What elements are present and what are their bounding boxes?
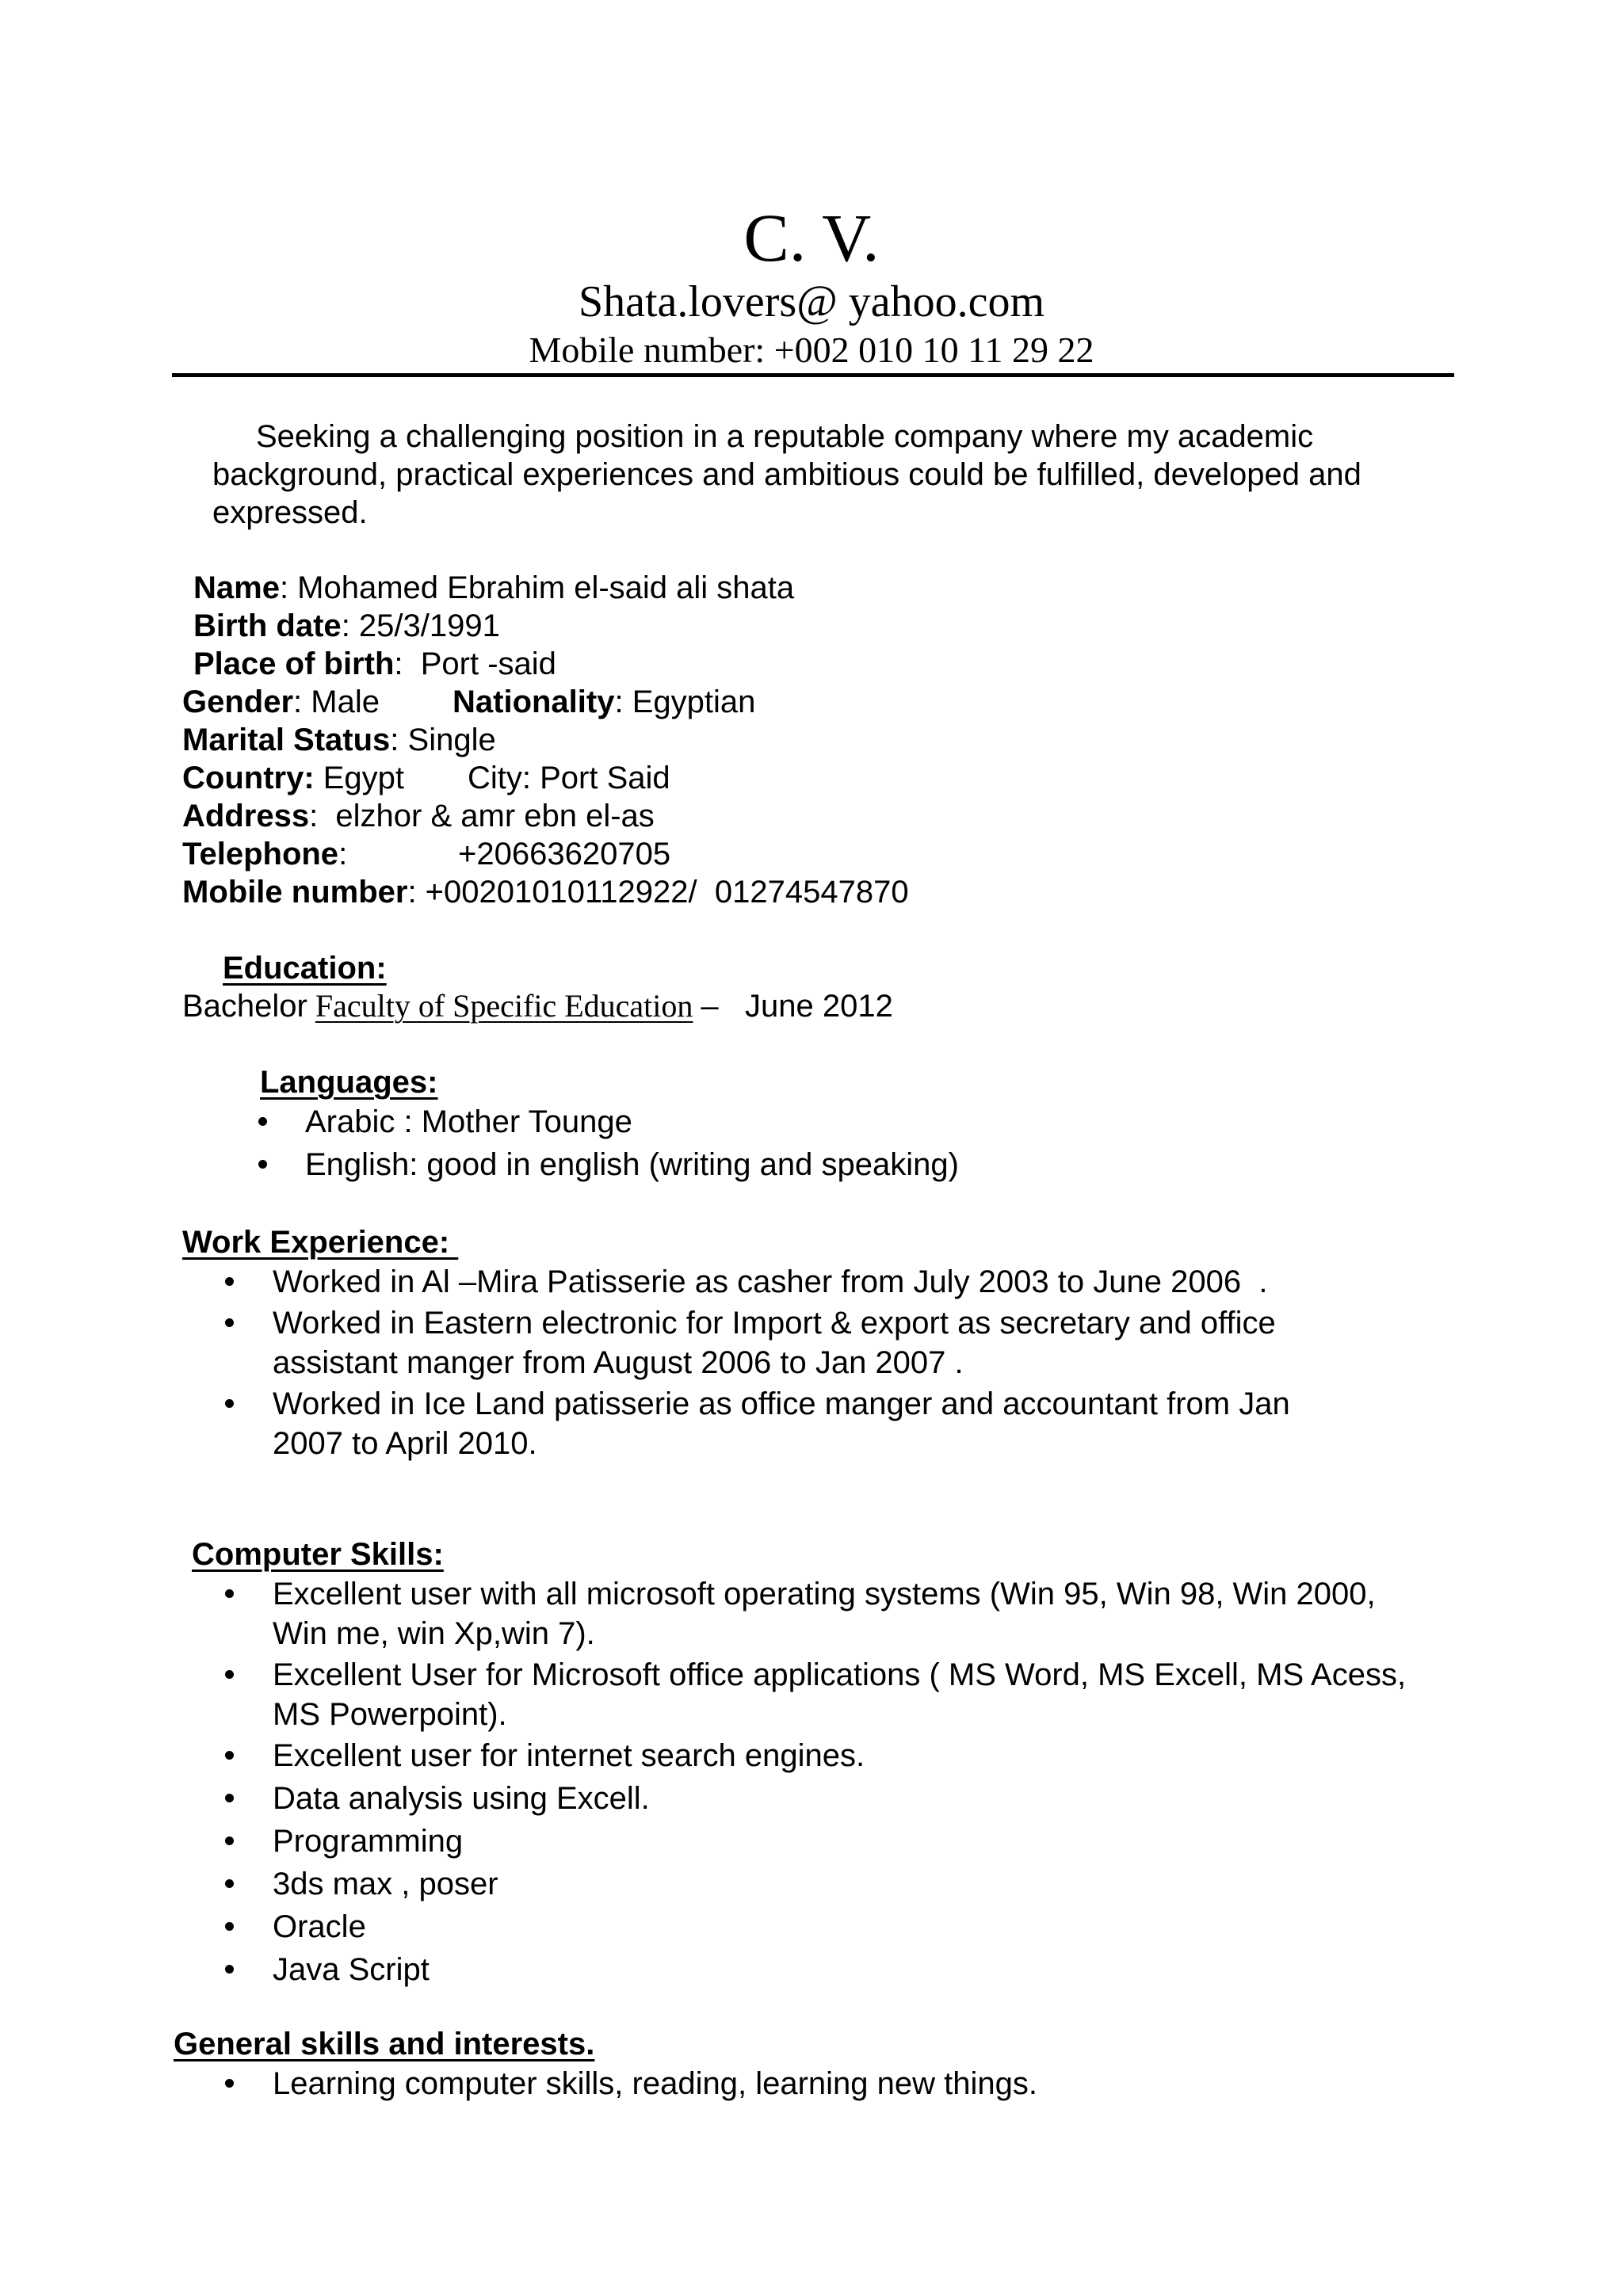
mobile-label: Mobile number xyxy=(182,875,408,910)
place-of-birth-value: : Port -said xyxy=(394,646,556,681)
general-heading: General skills and interests. xyxy=(174,2027,595,2061)
personal-city: City: Port Said xyxy=(468,761,670,795)
computer-heading: Computer Skills: xyxy=(192,1537,444,1572)
bullet-icon xyxy=(258,1117,267,1126)
bullet-icon xyxy=(225,1879,234,1888)
languages-heading: Languages: xyxy=(260,1065,438,1100)
bullet-icon xyxy=(225,1399,234,1408)
bullet-icon xyxy=(225,1965,234,1974)
personal-mobile xyxy=(182,873,909,911)
bullet-icon xyxy=(258,1160,267,1169)
header-email: Shata.lovers@ yahoo.com xyxy=(578,277,1045,326)
bullet-icon xyxy=(225,1277,234,1286)
gender-value: : Male xyxy=(293,685,380,719)
bullet-icon xyxy=(225,1751,234,1760)
bullet-icon xyxy=(225,1794,234,1802)
birth-date-value: : 25/3/1991 xyxy=(341,608,500,643)
bullet-icon xyxy=(225,1670,234,1679)
bullet-icon xyxy=(225,1922,234,1931)
work-item-continued: assistant manger from August 2006 to Jan 2007 . xyxy=(273,1345,964,1380)
place-of-birth-label: Place of birth xyxy=(193,646,395,681)
header-mobile: Mobile number: +002 010 10 11 29 22 xyxy=(529,330,1094,370)
work-item-continued: 2007 to April 2010. xyxy=(273,1426,537,1461)
bullet-icon xyxy=(225,1318,234,1327)
work-item: Worked in Al –Mira Patisserie as casher from July 2003 to June 2006 . xyxy=(273,1264,1268,1299)
gender-label: Gender xyxy=(182,685,294,719)
objective-line-1: Seeking a challenging position in a reputable company where my academic xyxy=(256,419,1314,454)
personal-birth-date xyxy=(193,607,500,645)
general-item: Learning computer skills, reading, learning new things. xyxy=(273,2066,1037,2101)
personal-country xyxy=(182,759,404,797)
education-degree: Bachelor xyxy=(182,989,307,1024)
nationality-label: Nationality xyxy=(453,685,615,719)
computer-item: Data analysis using Excell. xyxy=(273,1781,650,1816)
cv-title: C. V. xyxy=(743,200,880,276)
marital-status-value: : Single xyxy=(390,723,496,757)
computer-item: Programming xyxy=(273,1824,464,1859)
telephone-colon: : xyxy=(338,837,348,871)
bullet-icon xyxy=(225,2079,234,2088)
address-value: : elzhor & amr ebn el-as xyxy=(309,799,655,833)
education-heading: Education: xyxy=(223,951,387,986)
language-item: Arabic : Mother Tounge xyxy=(305,1104,632,1139)
computer-item-continued: MS Powerpoint). xyxy=(273,1697,507,1732)
telephone-value: +20663620705 xyxy=(458,837,671,871)
bullet-icon xyxy=(225,1589,234,1598)
computer-item: Oracle xyxy=(273,1909,366,1944)
language-item: English: good in english (writing and speaking) xyxy=(305,1147,959,1182)
computer-item: Excellent user for internet search engines. xyxy=(273,1738,865,1773)
education-faculty: Faculty of Specific Education xyxy=(315,988,693,1024)
header-divider xyxy=(172,373,1454,377)
personal-address xyxy=(182,797,655,835)
personal-marital-status xyxy=(182,721,496,759)
computer-item: Excellent User for Microsoft office applications ( MS Word, MS Excell, MS Acess, xyxy=(273,1657,1407,1692)
address-label: Address xyxy=(182,799,310,833)
computer-item: Java Script xyxy=(273,1952,430,1987)
computer-item: 3ds max , poser xyxy=(273,1867,498,1901)
work-item: Worked in Eastern electronic for Import & export as secretary and office xyxy=(273,1306,1276,1341)
telephone-label: Telephone xyxy=(182,837,339,871)
work-item: Worked in Ice Land patisserie as office manger and accountant from Jan xyxy=(273,1386,1290,1421)
work-heading: Work Experience: xyxy=(182,1225,459,1260)
birth-date-label: Birth date xyxy=(193,608,342,643)
country-label: Country: xyxy=(182,761,315,795)
personal-place-of-birth xyxy=(193,645,556,683)
objective-line-2: background, practical experiences and ambitious could be fulfilled, developed and xyxy=(212,457,1361,492)
objective-line-3: expressed. xyxy=(212,495,368,530)
bullet-icon xyxy=(225,1836,234,1845)
personal-nationality xyxy=(453,683,755,721)
marital-status-label: Marital Status xyxy=(182,723,391,757)
country-value: Egypt xyxy=(314,761,405,795)
mobile-value: : +00201010112922/ 01274547870 xyxy=(407,875,909,910)
computer-item-continued: Win me, win Xp,win 7). xyxy=(273,1616,595,1651)
personal-gender xyxy=(182,683,380,721)
name-value: : Mohamed Ebrahim el-said ali shata xyxy=(279,570,795,605)
name-label: Name xyxy=(193,570,280,605)
education-date: – June 2012 xyxy=(701,989,893,1024)
computer-item: Excellent user with all microsoft operating systems (Win 95, Win 98, Win 2000, xyxy=(273,1577,1376,1611)
personal-telephone xyxy=(182,835,347,873)
nationality-value: : Egyptian xyxy=(614,685,756,719)
personal-name xyxy=(193,569,794,607)
education-entry xyxy=(182,987,893,1025)
